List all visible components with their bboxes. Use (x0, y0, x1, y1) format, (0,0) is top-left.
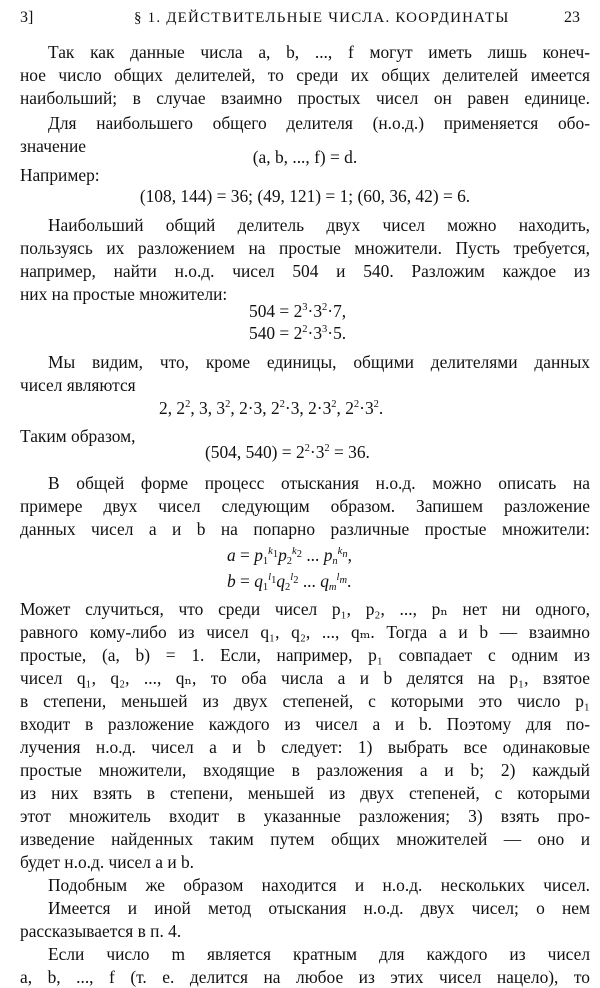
text-line: будет н.о.д. чисел a и b. (20, 852, 195, 872)
text-line: чисел являются (20, 375, 136, 395)
text-line: изведение найденных таким путем общих множителей — оно и (20, 829, 590, 849)
text-line: Мы видим, что, кроме единицы, общими делителями данных (48, 352, 590, 372)
equation-examples: (108, 144) = 36; (49, 121) = 1; (60, 36, 42) = 6. (139, 186, 471, 206)
formula-gcd-result: (504, $540) = 2^2\cdot 3^2 = 36$. (205, 442, 370, 462)
text-line: ное число общих делителей, то среди их общих делителей имеется (20, 65, 590, 85)
text-line: В общей форме процесс отыскания н.о.д. можно описать на (48, 473, 590, 493)
text-line: простые множители, входящие в разложения a и b; 2) каждый (20, 760, 590, 780)
page-number: 23 (564, 9, 580, 26)
text-line: наибольший; в случае взаимно простых чисел он равен единице. (20, 88, 590, 108)
formula-divisors: 2, $2^2$, 3, $3^2$, 2·3, $2^2\cdot 3$, $2\cdot 3^2$, $2^2\cdot 3^2$. (159, 398, 384, 418)
text-line: значение (20, 136, 86, 156)
text-line: пользуясь их разложением на простые множители. Пусть требуется, (20, 238, 590, 258)
text-line: из них взять в степени, меньшей из двух степеней, с которыми (20, 783, 590, 803)
formula-540: $540 = 2^2\cdot 3^3\cdot 5$. (249, 323, 347, 343)
text-line: простые, (a, b) = 1. Если, например, p₁ совпадает с одним из (20, 645, 590, 665)
text-line: Таким образом, (20, 426, 136, 446)
text-line: этот множитель входит в указанные разложения; 3) взять про- (20, 806, 590, 826)
text-line: лучения н.о.д. чисел a и b следует: 1) выбрать все одинаковые (20, 737, 590, 757)
text-line: рассказывается в п. 4. (20, 921, 182, 941)
text-line: Так как данные числа a, b, ..., f могут иметь лишь конеч- (48, 42, 590, 62)
text-line: равного кому-либо из чисел q₁, q₂, ..., qₘ. Тогда a и b — взаимно (20, 622, 590, 642)
text-line: Для наибольшего общего делителя (н.о.д.) применяется обо- (48, 113, 590, 133)
text-line: Имеется и иной метод отыскания н.о.д. двух чисел; о нем (48, 898, 590, 918)
text-line: Наибольший общий делитель двух чисел можно находить, (48, 215, 590, 235)
text-line: Подобным же образом находится и н.о.д. нескольких чисел. (48, 875, 590, 895)
formula-504: $504 = 2^3\cdot 3^2\cdot 7$, (249, 301, 347, 321)
formula-a-expansion: $a = p_1^{k_1}p_2^{k_2}$ ... $p_n^{k_n}$, (227, 545, 352, 567)
text-line: чисел q₁, q₂, ..., qₙ, то оба числа a и b делятся на p₁, взятое (20, 668, 590, 688)
text-line: Например: (20, 165, 100, 185)
formula-b-expansion: $b = q_1^{l_1}q_2^{l_2}$ ... $q_m^{l_m}$. (227, 571, 352, 593)
text-line: Может случиться, что среди чисел p₁, p₂, ..., pₙ нет ни одного, (20, 599, 590, 619)
text-line: входит в разложение каждого из чисел a и b. Поэтому для по- (20, 714, 590, 734)
running-header: § 1. ДЕЙСТВИТЕЛЬНЫЕ ЧИСЛА. КООРДИНАТЫ (134, 10, 510, 26)
text-line: a, b, ..., f (т. е. делится на любое из этих чисел нацело), то (20, 967, 590, 987)
text-line: данных чисел a и b на попарно различные простые множители: (20, 519, 590, 539)
text-line: них на простые множители: (20, 284, 228, 304)
text-line: Если число m является кратным для каждого из чисел (48, 944, 590, 964)
equation-gcd-notation: (a, b, ..., f) = d. (252, 147, 358, 167)
text-line: в степени, меньшей из двух степеней, с которыми это число p₁ (20, 691, 590, 711)
section-mark: 3] (20, 9, 34, 26)
text-line: например, найти н.о.д. чисел 504 и 540. Разложим каждое из (20, 261, 590, 281)
text-line: примере двух чисел следующим образом. Запишем разложение (20, 496, 590, 516)
